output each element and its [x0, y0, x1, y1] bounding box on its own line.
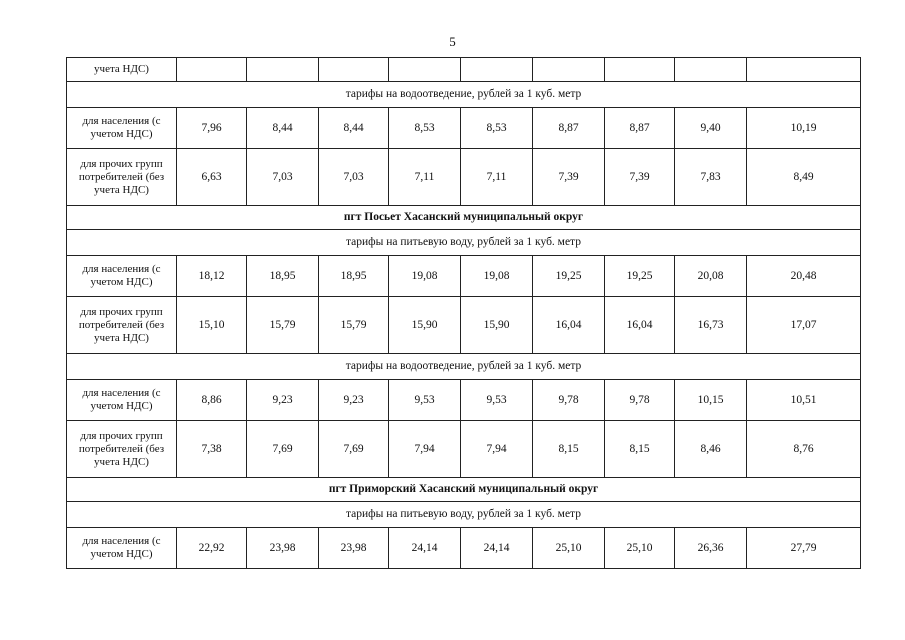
row-label: для прочих групп потребителей (без учета НДС) [67, 149, 177, 206]
tariff-value-cell: 17,07 [747, 297, 861, 354]
tariff-value-cell: 8,46 [675, 421, 747, 478]
tariff-value-cell: 15,90 [461, 297, 533, 354]
tariff-value-cell: 8,87 [605, 108, 675, 149]
tariff-value-cell: 7,83 [675, 149, 747, 206]
section-heading: тарифы на водоотведение, рублей за 1 куб. метр [67, 354, 861, 380]
tariff-value-cell: 25,10 [605, 528, 675, 569]
locality-heading: пгт Посьет Хасанский муниципальный округ [67, 206, 861, 230]
tariff-value-cell: 8,15 [533, 421, 605, 478]
tariff-value-cell: 15,79 [247, 297, 319, 354]
tariff-value-cell: 9,23 [247, 380, 319, 421]
tariff-value-cell: 25,10 [533, 528, 605, 569]
tariff-value-cell: 18,95 [319, 256, 389, 297]
tariff-value-cell: 27,79 [747, 528, 861, 569]
row-label: учета НДС) [67, 58, 177, 82]
tariff-value-cell: 7,38 [177, 421, 247, 478]
table-row [67, 421, 861, 478]
tariff-value-cell: 8,44 [319, 108, 389, 149]
section-heading: тарифы на водоотведение, рублей за 1 куб. метр [67, 82, 861, 108]
tariff-value-cell [247, 58, 319, 82]
locality-heading: пгт Приморский Хасанский муниципальный округ [67, 478, 861, 502]
tariff-value-cell: 22,92 [177, 528, 247, 569]
tariff-value-cell: 18,95 [247, 256, 319, 297]
tariff-value-cell: 20,08 [675, 256, 747, 297]
section-heading: тарифы на питьевую воду, рублей за 1 куб. метр [67, 230, 861, 256]
tariff-value-cell: 10,51 [747, 380, 861, 421]
section-row [67, 502, 861, 528]
tariff-value-cell: 24,14 [461, 528, 533, 569]
tariff-value-cell: 7,03 [247, 149, 319, 206]
tariffs-table [66, 57, 861, 569]
tariff-value-cell: 24,14 [389, 528, 461, 569]
tariff-value-cell: 9,78 [533, 380, 605, 421]
tariff-value-cell: 9,53 [389, 380, 461, 421]
tariff-value-cell [605, 58, 675, 82]
row-label: для населения (с учетом НДС) [67, 256, 177, 297]
row-label: для населения (с учетом НДС) [67, 108, 177, 149]
tariff-value-cell: 7,94 [461, 421, 533, 478]
tariff-value-cell: 15,10 [177, 297, 247, 354]
tariff-value-cell: 19,25 [605, 256, 675, 297]
tariff-value-cell [747, 58, 861, 82]
row-label: для населения (с учетом НДС) [67, 380, 177, 421]
tariff-value-cell: 19,25 [533, 256, 605, 297]
tariff-value-cell [675, 58, 747, 82]
tariff-value-cell: 9,53 [461, 380, 533, 421]
tariff-value-cell: 15,90 [389, 297, 461, 354]
table-row [67, 256, 861, 297]
tariff-value-cell: 23,98 [247, 528, 319, 569]
tariff-value-cell: 6,63 [177, 149, 247, 206]
tariffs-table-body [67, 58, 861, 569]
section-row [67, 82, 861, 108]
tariff-value-cell: 8,86 [177, 380, 247, 421]
tariff-value-cell: 16,04 [605, 297, 675, 354]
tariff-value-cell: 7,69 [319, 421, 389, 478]
tariff-value-cell [461, 58, 533, 82]
locality-row [67, 206, 861, 230]
tariff-value-cell: 7,03 [319, 149, 389, 206]
table-row [67, 380, 861, 421]
tariff-value-cell: 10,19 [747, 108, 861, 149]
tariff-value-cell: 9,40 [675, 108, 747, 149]
tariff-value-cell: 7,11 [461, 149, 533, 206]
section-row [67, 230, 861, 256]
tariff-value-cell: 8,76 [747, 421, 861, 478]
table-row [67, 297, 861, 354]
tariff-value-cell: 7,94 [389, 421, 461, 478]
tariff-value-cell: 23,98 [319, 528, 389, 569]
tariff-value-cell: 16,73 [675, 297, 747, 354]
row-label: для населения (с учетом НДС) [67, 528, 177, 569]
section-heading: тарифы на питьевую воду, рублей за 1 куб. метр [67, 502, 861, 528]
tariff-value-cell: 7,96 [177, 108, 247, 149]
locality-row [67, 478, 861, 502]
tariff-value-cell: 9,23 [319, 380, 389, 421]
table-row [67, 58, 861, 82]
tariff-value-cell: 8,44 [247, 108, 319, 149]
tariff-value-cell: 8,49 [747, 149, 861, 206]
tariff-value-cell: 20,48 [747, 256, 861, 297]
tariff-value-cell: 8,53 [389, 108, 461, 149]
section-row [67, 354, 861, 380]
tariff-value-cell [319, 58, 389, 82]
tariff-value-cell: 19,08 [461, 256, 533, 297]
tariff-value-cell: 7,11 [389, 149, 461, 206]
tariff-value-cell: 7,69 [247, 421, 319, 478]
tariff-value-cell: 7,39 [605, 149, 675, 206]
tariff-value-cell: 15,79 [319, 297, 389, 354]
tariff-value-cell: 16,04 [533, 297, 605, 354]
table-row [67, 149, 861, 206]
tariff-value-cell: 19,08 [389, 256, 461, 297]
tariff-value-cell: 7,39 [533, 149, 605, 206]
tariff-value-cell: 26,36 [675, 528, 747, 569]
page-number: 5 [449, 34, 456, 49]
table-row [67, 108, 861, 149]
tariff-value-cell [389, 58, 461, 82]
row-label: для прочих групп потребителей (без учета НДС) [67, 297, 177, 354]
tariff-value-cell: 8,53 [461, 108, 533, 149]
tariff-value-cell: 8,15 [605, 421, 675, 478]
tariff-value-cell [177, 58, 247, 82]
tariff-value-cell [533, 58, 605, 82]
tariff-value-cell: 8,87 [533, 108, 605, 149]
tariff-value-cell: 9,78 [605, 380, 675, 421]
tariff-value-cell: 18,12 [177, 256, 247, 297]
row-label: для прочих групп потребителей (без учета НДС) [67, 421, 177, 478]
table-row [67, 528, 861, 569]
tariff-value-cell: 10,15 [675, 380, 747, 421]
